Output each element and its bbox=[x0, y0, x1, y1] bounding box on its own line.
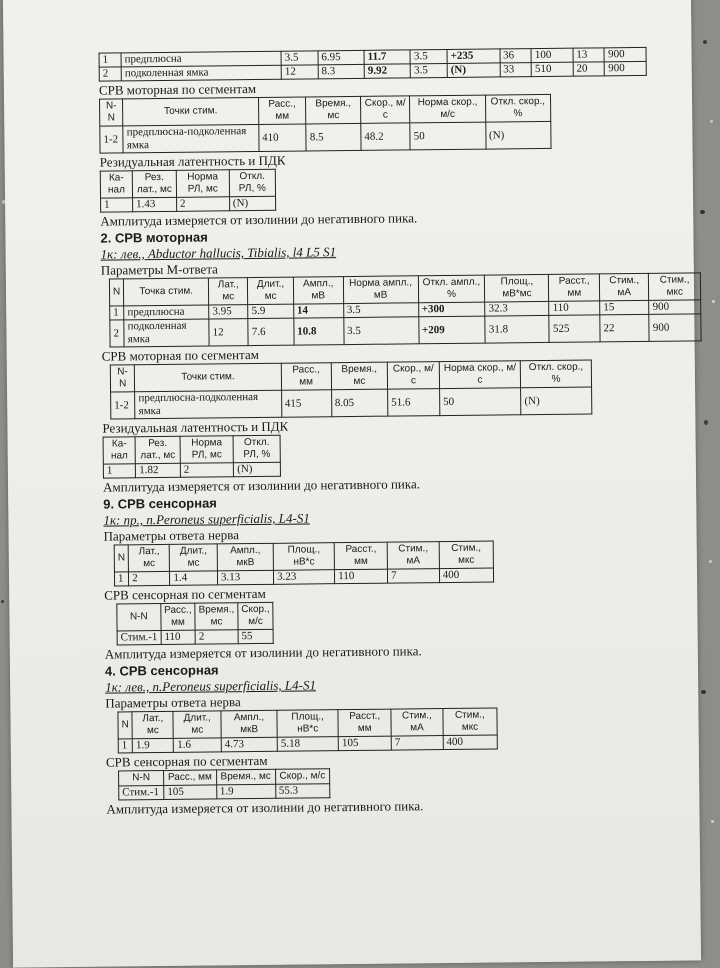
sec9-seg-cell: 110 bbox=[161, 630, 196, 644]
sec2-header-cell: Ампл., мВ bbox=[293, 277, 343, 305]
top-cell: 900 bbox=[605, 61, 647, 75]
seg1-cell: 8.5 bbox=[306, 123, 361, 151]
seg1-header-cell: N-N bbox=[100, 99, 124, 126]
sec4-seg-cell: Стим.-1 bbox=[119, 785, 164, 799]
seg1-title: СРВ моторная по сегментам bbox=[98, 80, 257, 98]
sec9-seg-table bbox=[116, 602, 274, 646]
sec2-cell: предплюсна bbox=[124, 305, 209, 320]
sec2-seg-cell: 8.05 bbox=[331, 389, 388, 417]
seg1-cell: 410 bbox=[258, 124, 306, 151]
sec9-seg-row bbox=[117, 629, 273, 645]
top-cell: 3.5 bbox=[281, 51, 318, 65]
rl1-cell: 1 bbox=[101, 198, 133, 212]
top-cell: 3.5 bbox=[411, 63, 448, 77]
sec2-header-cell: N bbox=[109, 279, 124, 306]
sec9-header-cell: Стим., мА bbox=[387, 542, 439, 570]
sec4-seg-header-cell: Расс., мм bbox=[164, 770, 217, 786]
sec2-seg-header-cell: Точки стим. bbox=[135, 363, 282, 392]
sec2-cell: 5.9 bbox=[248, 304, 294, 318]
sec2-cell: 3.5 bbox=[343, 303, 418, 318]
top-cell: 2 bbox=[99, 67, 121, 81]
sec2-header-cell: Стим., мкс bbox=[649, 273, 701, 301]
sec2-rl-header-cell: Рез. лат., мс bbox=[135, 436, 180, 463]
sec2-heading: 2. СРВ моторная bbox=[100, 229, 208, 246]
sec2-header-cell: Откл. ампл., % bbox=[418, 275, 485, 303]
sec9-seg-header-row bbox=[117, 602, 274, 631]
sec4-cell: 1.9 bbox=[132, 738, 173, 752]
sec4-header-cell: Длит., мс bbox=[173, 711, 221, 738]
sec2-seg-header-cell: Скор., м/с bbox=[387, 362, 439, 390]
sec4-params-title: Параметры ответа нерва bbox=[105, 694, 241, 711]
seg1-cell: (N) bbox=[485, 121, 551, 149]
sec2-seg-header-cell: N-N bbox=[110, 365, 135, 392]
sec9-header-cell: Площ., нВ*с bbox=[273, 543, 334, 571]
top-cell: 11.7 bbox=[364, 50, 410, 64]
top-cell: 36 bbox=[500, 49, 532, 63]
top-cell: 33 bbox=[500, 63, 532, 77]
sec9-seg-title: СРВ сенсорная по сегментам bbox=[104, 585, 266, 603]
sec9-subtitle: 1к: пр., n.Peroneus superficialis, L4-S1 bbox=[103, 510, 310, 528]
sec2-seg-cell: 51.6 bbox=[388, 389, 440, 417]
sec2-cell: 10.8 bbox=[294, 318, 344, 346]
sec2-cell: 12 bbox=[209, 319, 248, 346]
sec9-seg-cell: 2 bbox=[195, 630, 238, 644]
top-cell: 13 bbox=[573, 48, 605, 62]
sec9-seg-cell: 55 bbox=[238, 629, 274, 643]
sec2-cell: подколенная ямка bbox=[124, 319, 209, 347]
sec4-cell: 4.73 bbox=[221, 737, 277, 752]
sec2-header-cell: Стим., мА bbox=[599, 273, 649, 301]
note-1: Амплитуда измеряется от изолинии до негативного пика. bbox=[100, 210, 418, 229]
sec2-cell: 15 bbox=[600, 300, 649, 315]
sec2-row bbox=[110, 314, 701, 347]
sec4-seg-row bbox=[119, 784, 330, 800]
sec2-cell: 900 bbox=[649, 300, 701, 315]
sec4-cell: 7 bbox=[391, 736, 443, 751]
sec2-header-cell: Расст., мм bbox=[549, 274, 600, 302]
sec9-seg-header-cell: N-N bbox=[117, 604, 161, 631]
top-cell: 6.95 bbox=[318, 50, 364, 64]
sec2-rl-header-row bbox=[103, 435, 280, 464]
top-cell: 100 bbox=[531, 48, 573, 62]
sec4-seg-cell: 55.3 bbox=[275, 784, 330, 799]
sec2-rl-cell: 1 bbox=[103, 464, 135, 478]
sec2-cell: 31.8 bbox=[485, 315, 549, 343]
sec2-cell: 22 bbox=[600, 314, 650, 342]
sec2-header-cell: Площ., мВ*мс bbox=[485, 274, 549, 302]
rl1-title: Резидуальная латентность и ПДК bbox=[99, 152, 286, 170]
sec4-cell: 5.18 bbox=[277, 737, 338, 752]
sec2-seg-table bbox=[110, 359, 593, 419]
sec2-params-table bbox=[109, 272, 702, 347]
sec2-rl-cell: 2 bbox=[180, 463, 234, 478]
sec4-cell: 1 bbox=[118, 739, 132, 753]
sec4-seg-header-cell: Время., мс bbox=[216, 769, 275, 785]
sec2-cell: 32.3 bbox=[485, 301, 549, 316]
top-cell: подколенная ямка bbox=[121, 65, 281, 81]
rl1-cell: (N) bbox=[229, 196, 275, 210]
sec9-cell: 3.23 bbox=[274, 570, 335, 585]
sec2-cell: 900 bbox=[649, 314, 701, 342]
rl1-row bbox=[101, 196, 276, 212]
top-cell: 510 bbox=[531, 62, 573, 76]
sec4-seg-header-cell: N-N bbox=[119, 770, 164, 785]
rl1-header-cell: Откл. РЛ, % bbox=[229, 169, 276, 196]
sec2-rl-cell: (N) bbox=[234, 462, 281, 476]
sec9-header-cell: Стим., мкс bbox=[439, 541, 494, 569]
sec2-seg-header-cell: Норма скор., м/с bbox=[439, 361, 521, 389]
sec9-cell: 3.13 bbox=[217, 570, 273, 585]
sec9-seg-header-cell: Скор., м/с bbox=[238, 602, 274, 629]
sec4-header-cell: Расст., мм bbox=[338, 709, 391, 737]
sec9-cell: 7 bbox=[388, 569, 440, 584]
top-cell: 20 bbox=[573, 62, 605, 76]
sec2-cell: 3.95 bbox=[209, 305, 248, 319]
sec4-heading: 4. СРВ сенсорная bbox=[104, 662, 219, 679]
sec2-rl-title: Резидуальная латентность и ПДК bbox=[102, 418, 289, 436]
top-cell: 9.92 bbox=[364, 64, 410, 78]
sec4-header-row bbox=[118, 708, 497, 739]
sec2-seg-cell: предплюсна-подколенная ямка bbox=[135, 390, 282, 419]
sec2-seg-cell: 415 bbox=[281, 390, 331, 418]
seg1-header-cell: Скор., м/с bbox=[360, 96, 410, 124]
sec4-params-table bbox=[117, 707, 497, 753]
sec4-header-cell: N bbox=[118, 712, 133, 739]
seg1-cell: 48.2 bbox=[361, 123, 411, 151]
seg1-header-cell: Время., мс bbox=[306, 96, 361, 124]
sec2-cell: 14 bbox=[293, 304, 343, 319]
top-cell: 12 bbox=[281, 65, 318, 79]
sec9-header-cell: Лат., мс bbox=[128, 544, 169, 571]
seg1-cell: 1-2 bbox=[100, 126, 124, 153]
rl1-cell: 2 bbox=[176, 197, 229, 212]
rl1-header-row bbox=[100, 169, 275, 198]
sec2-cell: 110 bbox=[549, 301, 600, 316]
seg1-cell: предплюсна-подколенная ямка bbox=[123, 124, 259, 152]
sec9-params-title: Параметры ответа нерва bbox=[103, 527, 240, 544]
sec4-seg-header-cell: Скор., м/с bbox=[275, 769, 330, 785]
sec4-header-cell: Стим., мкс bbox=[443, 708, 498, 736]
rl1-header-cell: Норма РЛ, мс bbox=[176, 170, 229, 198]
sec9-seg-header-cell: Время., мс bbox=[195, 603, 238, 630]
sec2-seg-cell: (N) bbox=[521, 387, 592, 415]
sec4-cell: 400 bbox=[443, 735, 497, 750]
document-content bbox=[98, 47, 690, 818]
sec2-seg-header-cell: Расс., мм bbox=[281, 363, 331, 391]
sec9-cell: 2 bbox=[129, 571, 170, 585]
top-cell: 8.3 bbox=[318, 64, 364, 78]
seg1-header-cell: Точки стим. bbox=[123, 97, 259, 125]
rl1-cell: 1.43 bbox=[132, 197, 176, 211]
sec4-seg-table bbox=[118, 768, 330, 800]
sec2-rl-table bbox=[103, 435, 281, 479]
sec9-header-cell: Ампл., мкВ bbox=[217, 543, 273, 571]
rl1-table bbox=[100, 169, 276, 213]
sec2-note: Амплитуда измеряется от изолинии до негативного пика. bbox=[102, 476, 421, 495]
sec9-header-cell: N bbox=[114, 545, 129, 572]
sec4-seg-cell: 1.9 bbox=[216, 784, 275, 799]
sec2-seg-header-cell: Время., мс bbox=[331, 362, 388, 390]
sec2-seg-cell: 50 bbox=[439, 388, 521, 416]
top-cell: (N) bbox=[447, 63, 500, 78]
sec2-rl-header-cell: Ка- нал bbox=[103, 437, 136, 464]
rl1-header-cell: Рез. лат., мс bbox=[132, 170, 176, 197]
sec9-note: Амплитуда измеряется от изолинии до негативного пика. bbox=[104, 643, 422, 662]
sec2-header-cell: Лат., мс bbox=[209, 278, 248, 305]
sec2-subtitle: 1к: лев., Abductor hallucis, Tibialis, l4 L5 S1 bbox=[100, 244, 337, 262]
seg1-table bbox=[99, 94, 552, 154]
sec4-cell: 105 bbox=[338, 736, 391, 751]
sec9-cell: 110 bbox=[335, 569, 388, 584]
top-cell: +235 bbox=[447, 49, 500, 64]
sec4-seg-title: СРВ сенсорная по сегментам bbox=[105, 752, 268, 770]
seg1-header-cell: Расс., мм bbox=[258, 97, 306, 124]
sec4-header-cell: Лат., мс bbox=[132, 711, 173, 738]
sec4-seg-cell: 105 bbox=[164, 785, 217, 800]
sec9-header-cell: Длит., мс bbox=[170, 544, 218, 571]
top-cell: предплюсна bbox=[121, 51, 281, 67]
sec2-header-cell: Длит., мс bbox=[248, 277, 294, 304]
seg1-header-cell: Откл. скор., % bbox=[485, 94, 551, 122]
sec4-header-cell: Площ., нВ*с bbox=[277, 710, 338, 738]
seg1-row bbox=[100, 121, 551, 153]
sec2-cell: 7.6 bbox=[248, 318, 294, 345]
rl1-header-cell: Ка- нал bbox=[100, 171, 132, 198]
seg1-cell: 50 bbox=[410, 122, 486, 150]
sec2-cell: 2 bbox=[110, 320, 125, 347]
sec2-cell: +300 bbox=[418, 302, 485, 317]
top-cell: 3.5 bbox=[410, 49, 447, 63]
seg1-header-cell: Норма скор., м/с bbox=[410, 95, 486, 123]
sec9-heading: 9. СРВ сенсорная bbox=[103, 495, 217, 512]
sec9-header-row bbox=[114, 541, 493, 572]
sec2-seg-cell: 1-2 bbox=[111, 392, 136, 419]
sec9-cell: 400 bbox=[439, 568, 493, 583]
sec2-seg-header-cell: Откл. скор., % bbox=[521, 360, 592, 388]
sec2-rl-header-cell: Откл. РЛ, % bbox=[233, 435, 280, 462]
sec4-subtitle: 1к: лев., n.Peroneus superficialis, L4-S1 bbox=[105, 677, 317, 695]
sec2-seg-row bbox=[111, 387, 592, 419]
top-params-table bbox=[99, 47, 647, 82]
sec2-rl-cell: 1.82 bbox=[136, 463, 181, 477]
sec9-cell: 1.4 bbox=[170, 571, 218, 585]
sec2-seg-title: СРВ моторная по сегментам bbox=[101, 346, 259, 364]
top-cell: 900 bbox=[604, 47, 646, 61]
sec4-header-cell: Стим., мА bbox=[391, 709, 443, 737]
sec2-header-cell: Норма ампл., мВ bbox=[343, 276, 418, 304]
sec9-header-cell: Расст., мм bbox=[334, 542, 387, 570]
sec2-params-title: Параметры М-ответа bbox=[100, 261, 218, 278]
sec4-header-cell: Ампл., мкВ bbox=[221, 710, 277, 738]
sec2-rl-row bbox=[103, 462, 280, 478]
top-cell: 1 bbox=[99, 53, 121, 67]
sec9-cell: 1 bbox=[114, 572, 128, 586]
document-page bbox=[3, 0, 701, 968]
sec2-header-cell: Точка стим. bbox=[124, 278, 209, 306]
sec2-cell: 3.5 bbox=[343, 317, 418, 345]
sec2-cell: 525 bbox=[549, 315, 600, 343]
sec4-cell: 1.6 bbox=[174, 738, 222, 752]
sec9-seg-cell: Стим.-1 bbox=[117, 631, 161, 645]
sec2-cell: +209 bbox=[418, 316, 485, 344]
sec2-rl-header-cell: Норма РЛ, мс bbox=[180, 436, 234, 464]
sec9-seg-header-cell: Расс., мм bbox=[161, 603, 196, 630]
sec4-note: Амплитуда измеряется от изолинии до негативного пика. bbox=[106, 798, 424, 817]
sec9-params-table bbox=[114, 541, 494, 587]
sec2-cell: 1 bbox=[110, 306, 124, 320]
